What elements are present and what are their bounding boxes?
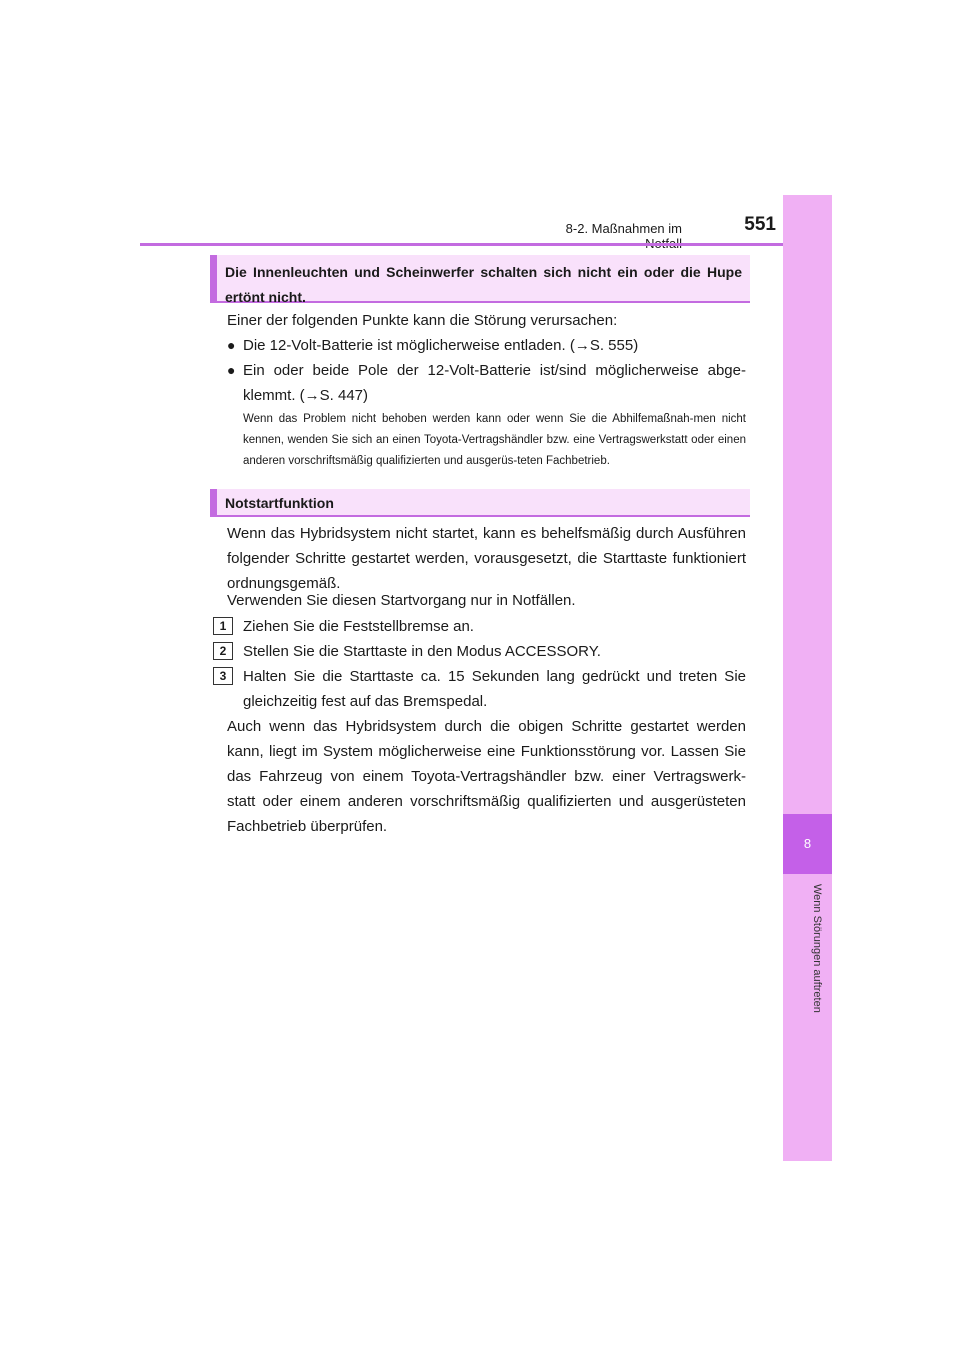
- bullet-dot-icon: ●: [227, 337, 236, 353]
- section-label: 8-2. Maßnahmen im: [565, 221, 682, 236]
- step-item: [213, 614, 746, 639]
- bullet-text: Die 12-Volt-Batterie ist möglicherweise entladen. (→S. 555): [243, 337, 639, 354]
- step-item: [213, 639, 746, 664]
- section1-intro: Einer der folgenden Punkte kann die Störung verursachen:: [227, 312, 618, 329]
- step-number: 1: [213, 617, 233, 635]
- step-text: Ziehen Sie die Feststellbremse an.: [243, 618, 474, 635]
- bullet-item: [227, 358, 746, 408]
- step-text: Halten Sie die Starttaste ca. 15 Sekunden lang gedrückt und treten Sie gleichzeitig fest auf das Bremspedal.: [243, 668, 746, 710]
- bullet-item: [227, 333, 746, 358]
- step-number: 2: [213, 642, 233, 660]
- section2-instruction: Verwenden Sie diesen Startvorgang nur in Notfällen.: [227, 592, 576, 609]
- section2-closing: Auch wenn das Hybridsystem durch die obigen Schritte gestartet werden kann, liegt im System möglicherweise eine Funktionsstörung vor. Lassen Sie das Fahrzeug von einem Toyota-Vertragshändler bzw. einer Vertragswerk-statt oder einem anderen vorschriftsmäßig qualifizierten und ausgerüsteten Fachbetrieb überprüfen.: [227, 718, 746, 835]
- section-heading-lights-horn: Die Innenleuchten und Scheinwerfer schalten sich nicht ein oder die Hupe ertönt nicht.: [210, 255, 750, 303]
- step-text: Stellen Sie die Starttaste in den Modus ACCESSORY.: [243, 643, 601, 660]
- step-number: 3: [213, 667, 233, 685]
- section2-intro: Wenn das Hybridsystem nicht startet, kann es behelfsmäßig durch Ausführen folgender Schritte gestartet werden, vorausgesetzt, die Starttaste funktioniert ordnungsgemäß.: [227, 525, 746, 592]
- header-rule: [140, 243, 832, 246]
- bullet-text: Ein oder beide Pole der 12-Volt-Batterie ist/sind möglicherweise abge-klemmt. (→S. 447): [243, 362, 746, 404]
- chapter-title: Wenn Störungen auftreten: [811, 884, 823, 1013]
- bullet-dot-icon: ●: [227, 362, 236, 378]
- section1-note: Wenn das Problem nicht behoben werden kann oder wenn Sie die Abhilfemaßnah-men nicht kennen, wenden Sie sich an einen Toyota-Vertragshändler bzw. eine Vertragswerkstatt oder einen anderen vorschriftsmäßig qualifizierten und ausgerüs-teten Fachbetrieb.: [243, 413, 746, 467]
- page-number: 551: [744, 214, 776, 235]
- chapter-number: 8: [783, 814, 832, 874]
- section-heading-emergency-start: Notstartfunktion: [210, 489, 750, 517]
- step-item: [213, 664, 746, 714]
